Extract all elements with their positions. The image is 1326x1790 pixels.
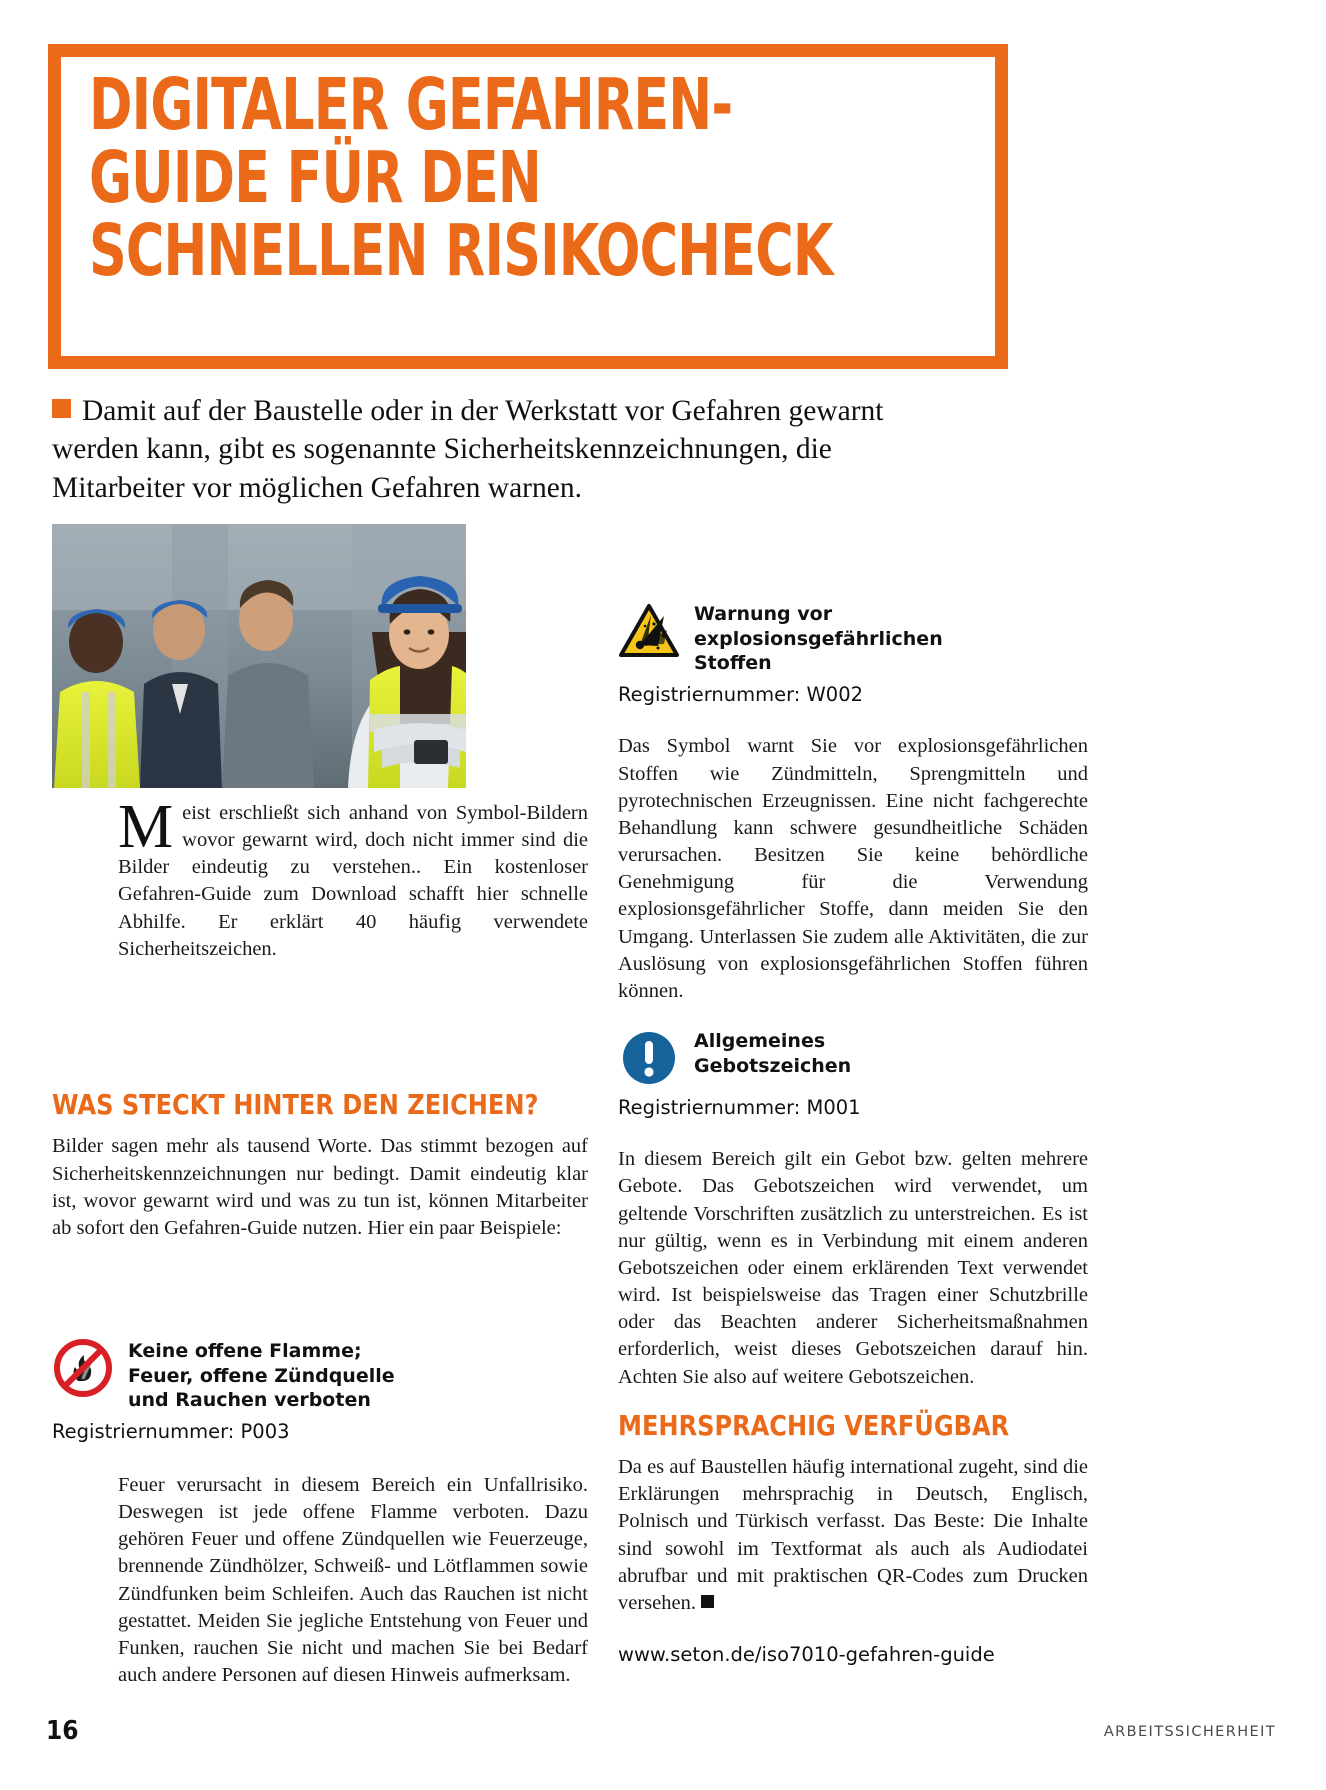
photo-illustration — [52, 524, 466, 788]
left-column-section — [52, 1090, 588, 1262]
sign-description-p003: Feuer verursacht in diesem Bereich ein Unfallrisiko. Deswegen ist jede offene Flamme verboten. Dazu gehören Feuer und offene Zündquellen wie Feuerzeuge, brennende Zündhölzer, Schweiß- und Lötflammen sowie Zündfunken beim Schleifen. Auch das Rauchen ist nicht gestattet. Meiden Sie jegliche Entstehung von Feuer und Funken, rauchen Sie nicht und machen Sie bei Bedarf auch andere Personen auf diesen Hinweis aufmerksam. — [118, 1474, 588, 1687]
heading-mehrsprachig-verfuegbar: MEHRSPRACHIG VERFÜGBAR — [618, 1408, 1010, 1442]
right-column — [618, 600, 1088, 1666]
heading-was-steckt-hinter-den-zeichen: WAS STECKT HINTER DEN ZEICHEN? — [52, 1088, 539, 1121]
article-url[interactable]: www.seton.de/iso7010-gefahren-guide — [618, 1643, 995, 1667]
drop-cap: M — [118, 793, 174, 861]
left-intro-text: eist erschließt sich anhand von Symbol-Bildern wovor gewarnt wird, doch nicht immer sind die Bilder eindeutig zu verstehen.. Ein kostenloser Gefahren-Guide zum Download schafft hier schnelle Abhilfe. Er erklärt 40 häufig verwendete Sicherheitszeichen. — [118, 802, 588, 960]
sign-registration-w002: Registriernummer: W002 — [618, 683, 864, 707]
sign-title-w002 — [694, 600, 943, 676]
right-section-paragraph — [618, 1454, 1088, 1617]
sign-description-m001: In diesem Bereich gilt ein Gebot bzw. gelten mehrere Gebote. Das Gebotszeichen wird verwendet, um geltende Vorschriften zusätzlich zu unterstreichen. Es ist nur gültig, wenn es in Verbindung mit einem anderen Gebotszeichen oder einem erklärenden Text verwendet wird. Ist beispielsweise das Tragen einer Schutzbrille oder das Beachten anderer Sicherheitsmaßnahmen erforderlich, weist dieses Gebotszeichen darauf hin. Achten Sie also auf weitere Gebotszeichen. — [618, 1148, 1088, 1388]
sign-title-m001 — [694, 1027, 851, 1078]
sign-title-p003 — [128, 1337, 395, 1413]
headline-line-1: DIGITALER GEFAHREN- — [89, 63, 733, 146]
left-column-top — [118, 793, 588, 963]
headline-box — [48, 44, 1008, 369]
right-section-text: Da es auf Baustellen häufig international zugeht, sind die Erklärungen mehrsprachig in Deutsch, Englisch, Polnisch und Türkisch verfasst. Das Beste: Die Inhalte sind sowohl im Textformat als auch als Audiodatei abrufbar und mit praktischen QR-Codes zum Drucken versehen. — [618, 1456, 1088, 1614]
sign-registration-m001: Registriernummer: M001 — [618, 1095, 861, 1119]
sign-description-w002: Das Symbol warnt Sie vor explosionsgefährlichen Stoffen wie Zündmitteln, Sprengmitteln und pyrotechnischen Erzeugnissen. Eine nicht fachgerechte Behandlung kann schwere gesundheitliche Schäden verursachen. Besitzen Sie keine behördliche Genehmigung für die Verwendung explosionsgefährlicher Stoffe, dann meiden Sie den Umgang. Unterlassen Sie zudem alle Aktivitäten, die zur Auslösung von explosionsgefährlichen Stoffen führen können. — [618, 735, 1088, 1002]
sign-block-p003 — [52, 1337, 588, 1450]
sign-registration-p003: Registriernummer: P003 — [52, 1420, 290, 1444]
sign-title-line-1: Warnung vor — [694, 603, 833, 625]
construction-workers-photo — [52, 524, 466, 788]
no-open-flame-icon — [52, 1337, 114, 1399]
page-number: 16 — [46, 1716, 79, 1746]
lead-text: Damit auf der Baustelle oder in der Werkstatt vor Gefahren gewarnt werden kann, gibt es sogenannte Sicherheitskennzeichnungen, die Mitarbeiter vor möglichen Gefahren warnen. — [52, 395, 884, 504]
sign-title-line-1: Allgemeines — [694, 1029, 826, 1052]
orange-square-bullet-icon — [52, 399, 71, 418]
sign-title-line-2: Gebotszeichen — [694, 1054, 852, 1077]
general-mandatory-action-icon — [618, 1027, 680, 1089]
footer-category: ARBEITSSICHERHEIT — [1103, 1724, 1276, 1740]
headline-line-3: SCHNELLEN RISIKOCHECK — [89, 208, 833, 292]
sign-title-line-3: und Rauchen verboten — [128, 1389, 371, 1412]
sign-title-line-1: Keine offene Flamme; — [128, 1340, 362, 1362]
headline-line-2: GUIDE FÜR DEN — [89, 135, 541, 219]
sign-title-line-2: Feuer, offene Zündquelle — [128, 1364, 395, 1387]
lead-paragraph — [52, 392, 952, 507]
left-intro-paragraph — [118, 793, 588, 963]
left-section-paragraph: Bilder sagen mehr als tausend Worte. Das stimmt bezogen auf Sicherheitskennzeichnungen nur bedingt. Damit eindeutig klar ist, wovor gewarnt wird und was zu tun ist, können Mitarbeiter ab sofort den Gefahren-Guide nutzen. Hier ein paar Beispiele: — [52, 1135, 588, 1239]
sign-block-w002 — [618, 600, 1088, 707]
sign-title-line-3: Stoffen — [694, 652, 772, 675]
end-of-article-mark-icon — [701, 1595, 714, 1608]
sign-block-m001 — [618, 1027, 1088, 1120]
explosive-warning-triangle-icon — [618, 600, 680, 662]
sign-description-p003-wrap — [118, 1472, 588, 1689]
sign-title-line-2: explosionsgefährlichen — [694, 627, 943, 650]
